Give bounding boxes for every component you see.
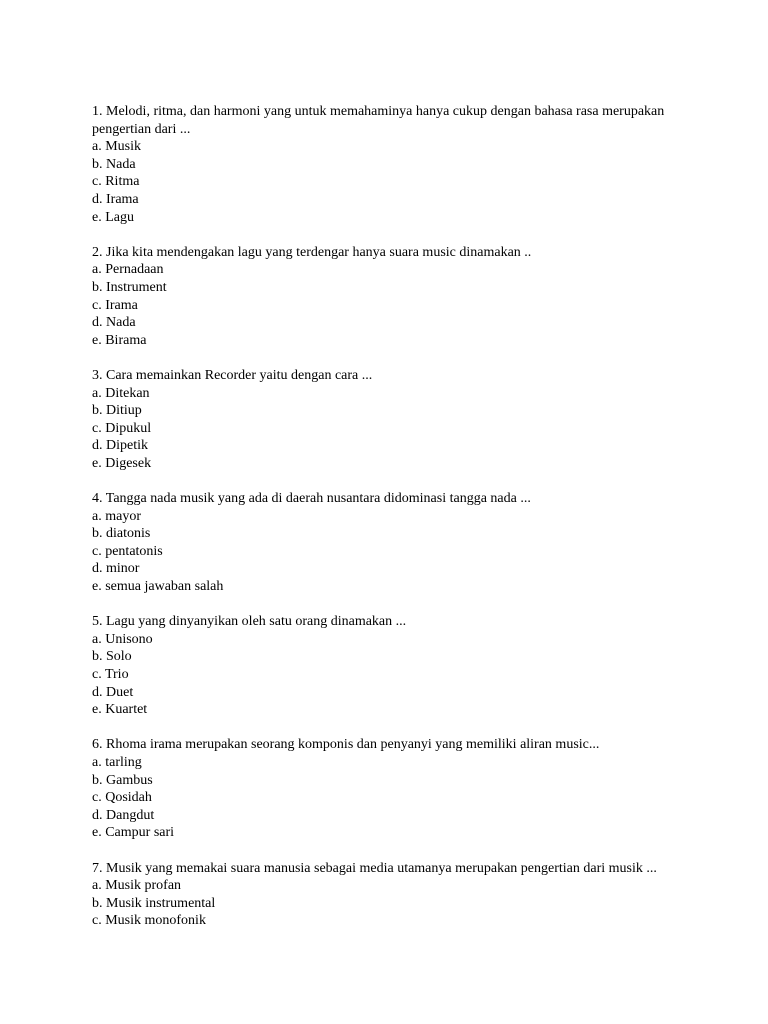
question-4 (92, 490, 692, 596)
option-b: b. diatonis (92, 526, 151, 542)
question-text: 5. Lagu yang dinyanyikan oleh satu orang dinamakan ... (92, 614, 407, 630)
option-c: c. Ritma (92, 174, 140, 190)
option-b: b. Musik instrumental (92, 895, 216, 911)
option-a: a. Musik (92, 139, 141, 155)
question-text: 7. Musik yang memakai suara manusia sebagai media utamanya merupakan pengertian dari musik ... (92, 860, 657, 876)
question-text: 4. Tangga nada musik yang ada di daerah nusantara didominasi tangga nada ... (92, 491, 531, 507)
question-text: 1. Melodi, ritma, dan harmoni yang untuk memahaminya hanya cukup dengan bahasa rasa merupakan pengertian dari ... (92, 104, 665, 137)
option-a: a. mayor (92, 508, 141, 524)
option-d: d. Duet (92, 684, 134, 700)
option-a: a. Ditekan (92, 385, 150, 401)
option-c: c. pentatonis (92, 543, 163, 559)
option-c: c. Musik monofonik (92, 913, 206, 929)
option-c: c. Trio (92, 667, 129, 682)
option-a: a. Pernadaan (92, 262, 164, 278)
question-text: 2. Jika kita mendengakan lagu yang terdengar hanya suara music dinamakan .. (92, 244, 532, 260)
option-e: e. semua jawaban salah (92, 579, 224, 595)
option-e: e. Lagu (92, 209, 134, 225)
question-text: 6. Rhoma irama merupakan seorang komponis dan penyanyi yang memiliki aliran music... (92, 737, 600, 753)
option-b: b. Nada (92, 156, 136, 172)
option-e: e. Kuartet (92, 702, 148, 718)
question-text: 3. Cara memainkan Recorder yaitu dengan cara ... (92, 367, 373, 383)
document-page (92, 103, 692, 948)
question-1 (92, 103, 692, 226)
option-b: b. Instrument (92, 279, 167, 295)
option-b: b. Solo (92, 649, 132, 665)
option-e: e. Birama (92, 332, 147, 348)
question-6 (92, 736, 692, 842)
question-3 (92, 367, 692, 473)
option-a: a. tarling (92, 754, 142, 770)
option-d: d. Irama (92, 191, 139, 207)
question-2 (92, 244, 692, 350)
option-d: d. minor (92, 561, 140, 577)
option-d: d. Nada (92, 315, 136, 331)
option-d: d. Dangdut (92, 807, 155, 823)
option-b: b. Ditiup (92, 403, 142, 419)
option-b: b. Gambus (92, 772, 153, 788)
option-e: e. Campur sari (92, 825, 175, 841)
option-a: a. Musik profan (92, 878, 182, 894)
option-e: e. Digesek (92, 455, 152, 471)
option-a: a. Unisono (92, 631, 153, 647)
question-7 (92, 860, 692, 930)
option-c: c. Dipukul (92, 420, 152, 436)
question-5 (92, 613, 692, 719)
option-c: c. Irama (92, 297, 138, 313)
option-d: d. Dipetik (92, 438, 148, 454)
option-c: c. Qosidah (92, 790, 152, 806)
